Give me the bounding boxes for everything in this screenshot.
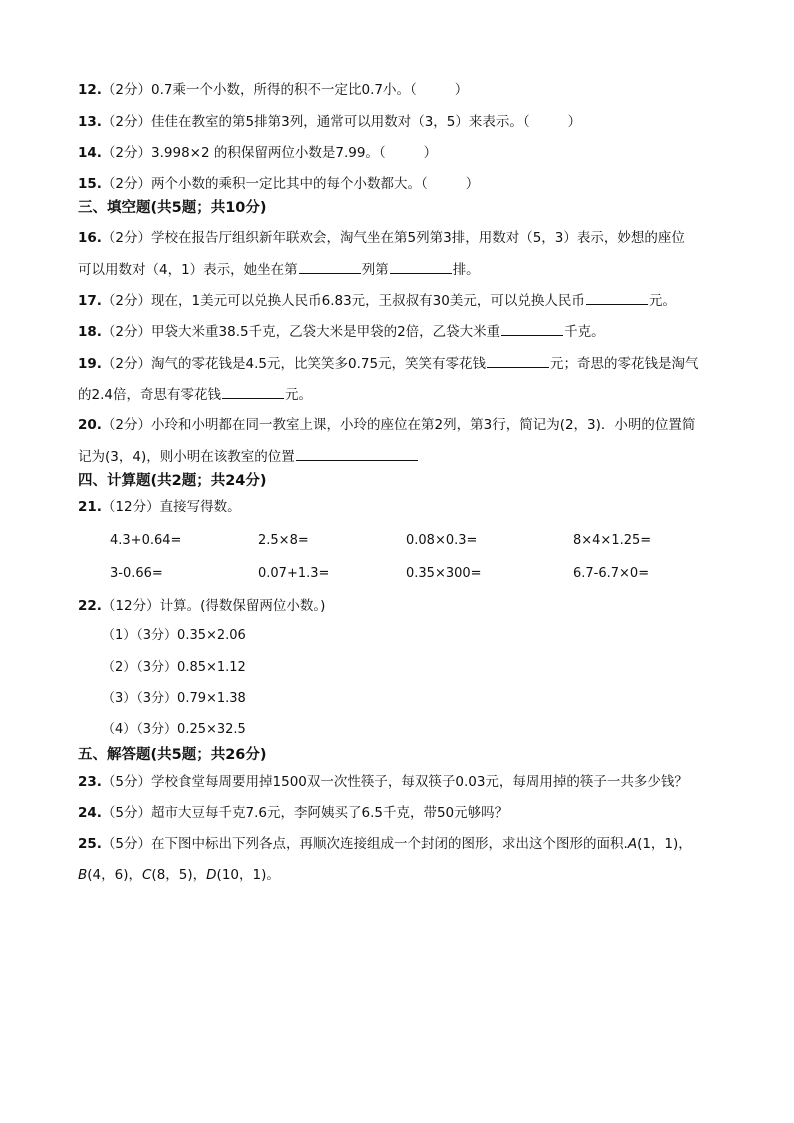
question-24: 24.（5分）超市大豆每千克7.6元，李阿姨买了6.5千克，带50元够吗？ [78,805,509,821]
question-14: 14.（2分）3.998×2 的积保留两位小数是7.99。（ ） [78,145,438,161]
answer-blank[interactable] [487,353,549,368]
question-20-line1: 20.（2分）小玲和小明都在同一教室上课，小玲的座位在第2列，第3行，简记为(2，3)．小明的位置简 [78,417,696,433]
answer-blank[interactable] [299,259,361,274]
calc-item: 2.5×8= [258,533,309,548]
calc-item: 8×4×1.25= [573,533,652,548]
sub-question-2: （2）（3分）0.85×1.12 [102,660,246,675]
calc-item: 0.07+1.3= [258,566,330,581]
question-25-line1: 25.（5分）在下图中标出下列各点，再顺次连接组成一个封闭的图形，求出这个图形的面积.A(1，1)， [78,836,692,852]
question-22: 22.（12分）计算。(得数保留两位小数。) [78,598,326,614]
question-17: 17.（2分）现在，1美元可以兑换人民币6.83元，王叔叔有30美元，可以兑换人民币 元。 [78,290,676,311]
question-20-line2: 记为(3，4)，则小明在该教室的位置 [78,446,419,467]
question-19-line1: 19.（2分）淘气的零花钱是4.5元，比笑笑多0.75元，笑笑有零花钱 元；奇思的零花钱是淘气 [78,353,699,374]
calc-item: 3-0.66= [110,566,163,581]
calc-item: 0.35×300= [406,566,482,581]
question-13: 13.（2分）佳佳在教室的第5排第3列，通常可以用数对（3，5）来表示。（ ） [78,114,582,130]
section-fill-heading: 三、填空题(共5题；共10分) [78,200,267,216]
answer-blank[interactable] [501,321,563,336]
question-15: 15.（2分）两个小数的乘积一定比其中的每个小数都大。（ ） [78,176,480,192]
question-25-line2: B(4，6)，C(8，5)，D(10，1)。 [78,867,280,883]
calc-item: 4.3+0.64= [110,533,182,548]
question-23: 23.（5分）学校食堂每周要用掉1500双一次性筷子，每双筷子0.03元，每周用掉的筷子一共多少钱？ [78,774,688,790]
question-18: 18.（2分）甲袋大米重38.5千克，乙袋大米是甲袋的2倍，乙袋大米重 千克。 [78,321,605,342]
sub-question-1: （1）（3分）0.35×2.06 [102,628,246,643]
answer-blank[interactable] [390,259,452,274]
sub-question-4: （4）（3分）0.25×32.5 [102,722,246,737]
calc-item: 6.7-6.7×0= [573,566,650,581]
question-16-line1: 16.（2分）学校在报告厅组织新年联欢会，淘气坐在第5列第3排，用数对（5，3）表示，妙想的座位 [78,230,685,246]
question-19-line2: 的2.4倍，奇思有零花钱 元。 [78,384,312,405]
section-calc-heading: 四、计算题(共2题；共24分) [78,473,267,489]
question-12: 12.（2分）0.7乘一个小数，所得的积不一定比0.7小。（ ） [78,82,469,98]
question-16-line2: 可以用数对（4，1）表示，她坐在第 列第 排。 [78,259,480,280]
sub-question-3: （3）（3分）0.79×1.38 [102,691,246,706]
answer-blank[interactable] [586,290,648,305]
question-21: 21.（12分）直接写得数。 [78,499,241,515]
section-solve-heading: 五、解答题(共5题；共26分) [78,747,267,763]
answer-blank[interactable] [222,384,284,399]
answer-blank[interactable] [296,446,418,461]
calc-item: 0.08×0.3= [406,533,478,548]
